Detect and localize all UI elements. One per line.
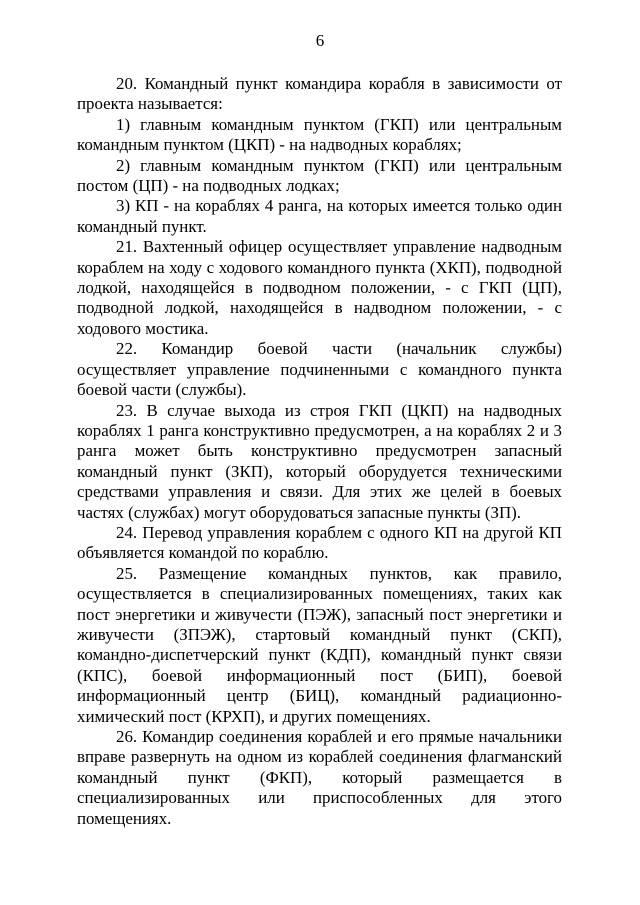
page-number: 6 xyxy=(315,31,325,50)
paragraph-20-item-1: 1) главным командным пунктом (ГКП) или центральным командным пунктом (ЦКП) - на надводных кораблях; xyxy=(77,114,562,155)
paragraph-23: 23. В случае выхода из строя ГКП (ЦКП) на надводных кораблях 1 ранга конструктивно предусмотрен, а на кораблях 2 и 3 ранга может быть конструктивно предусмотрен запасный командный пункт (ЗКП), который оборудуется техническими средствами управления и связи. Для этих же целей в боевых частях (службах) могут оборудоваться запасные пункты (ЗП). xyxy=(77,400,562,522)
paragraph-20-item-2: 2) главным командным пунктом (ГКП) или центральным постом (ЦП) - на подводных лодках; xyxy=(77,155,562,196)
paragraph-26: 26. Командир соединения кораблей и его прямые начальники вправе развернуть на одном из кораблей соединения флагманский командный пункт (ФКП), который размещается в специализированных или приспособленных для этого помещениях. xyxy=(77,727,562,828)
paragraph-21: 21. Вахтенный офицер осуществляет управление надводным кораблем на ходу с ходового командного пункта (ХКП), подводной лодкой, находящейся в подводном положении, - с ГКП (ЦП), подводной лодкой, находящейся в надводном положении, - с ходового мостика. xyxy=(77,237,562,338)
paragraph-25: 25. Размещение командных пунктов, как правило, осуществляется в специализированных помещениях, таких как пост энергетики и живучести (ПЭЖ), запасный пост энергетики и живучести (ЗПЭЖ), стартовый командный пункт (СКП), командно-диспетчерский пункт (КДП), командный пункт связи (КПС), боевой информационный пост (БИП), боевой информационный центр (БИЦ), командный радиационно-химический пост (КРХП), и других помещениях. xyxy=(77,563,562,726)
paragraph-22: 22. Командир боевой части (начальник службы) осуществляет управление подчиненными с командного пункта боевой части (службы). xyxy=(77,339,562,400)
document-body xyxy=(77,74,562,829)
paragraph-24: 24. Перевод управления кораблем с одного КП на другой КП объявляется командой по кораблю. xyxy=(77,522,562,563)
paragraph-20-item-3: 3) КП - на кораблях 4 ранга, на которых имеется только один командный пункт. xyxy=(77,196,562,236)
paragraph-20: 20. Командный пункт командира корабля в зависимости от проекта называется: xyxy=(77,74,562,114)
